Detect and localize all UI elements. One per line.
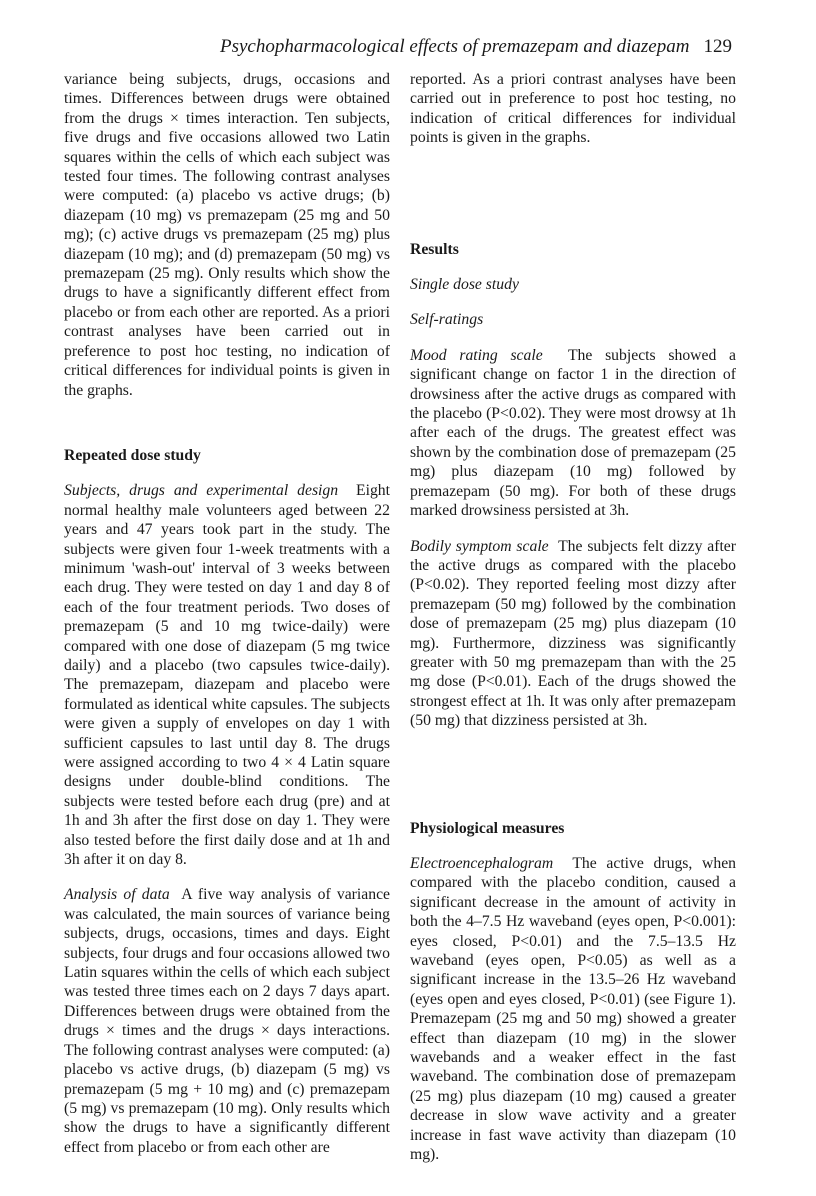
paragraph: variance being subjects, drugs, occasions and times. Differences between drugs were obtained from the drugs × times interaction. Ten subjects, five drugs and five occasions allowed two Latin squares within the cells of which each subject was tested four times. The following contrast analyses were computed: (a) placebo vs active drugs; (b) diazepam (10 mg) vs premazepam (25 mg and 50 mg); (c) active drugs vs premazepam (25 mg) plus diazepam (10 mg); and (d) premazepam (50 mg) vs premazepam (25 mg). Only results which show the drugs to have a significantly different effect from placebo or from each other are reported. As a priori contrast analyses have been carried out in preference to post hoc testing, no indication of critical differences for individual points is given in the graphs. [64,71,390,399]
right-column [410,70,736,1164]
paragraph [64,885,390,1157]
section-heading-physiological: Physiological measures [410,819,565,837]
page-number: 129 [703,36,732,57]
subsection-heading-single-dose: Single dose study [410,276,519,294]
paragraph: reported. As a priori contrast analyses have been carried out in preference to post hoc testing, no indication of critical differences for individual points is given in the graphs. [410,71,736,147]
running-header [220,36,732,58]
section-heading-repeated-dose: Repeated dose study [64,446,201,464]
paragraph [410,537,736,731]
paragraph-body: The active drugs, when compared with the placebo condition, caused a significant decrease in the amount of activity in both the 4–7.5 Hz waveband (eyes open, P<0.001): eyes closed, P<0.01) and the 7.5–13.5 Hz waveband (eyes open, P<0.05) as well as a significant increase in the 13.5–26 Hz waveband (eyes open and eyes closed, P<0.01) (see Figure 1). Premazepam (25 mg and 50 mg) showed a greater effect than diazepam (10 mg) in the slower wavebands and a weaker effect in the fast waveband. The combination dose of premazepam (25 mg) plus diazepam (10 mg) caused a greater decrease in slow wave activity and a greater increase in fast wave activity than diazepam (10 mg). [410,854,737,1164]
paragraph [410,346,736,521]
left-column [64,70,390,1157]
section-heading-results: Results [410,240,459,258]
paragraph-lead: Mood rating scale [410,346,543,364]
paragraph [410,854,736,1165]
paragraph-lead: Subjects, drugs and experimental design [64,482,339,500]
subsection-heading-self-ratings: Self-ratings [410,311,484,329]
paragraph-lead: Electroencephalogram [410,854,554,872]
running-title: Psychopharmacological effects of premazepam and diazepam [220,36,690,57]
paragraph-body: The subjects felt dizzy after the active drugs as compared with the placebo (P<0.02). They reported feeling most dizzy after premazepam (50 mg) followed by the combination dose of premazepam (25 mg) plus diazepam (10 mg). Furthermore, dizziness was significantly greater with 50 mg premazepam than with the 25 mg dose (P<0.01). Each of the drugs showed the strongest effect at 1h. It was only after premazepam (50 mg) that dizziness persisted at 3h. [410,537,736,730]
paragraph-body: Eight normal healthy male volunteers aged between 22 years and 47 years took part in the study. The subjects were given four 1-week treatments with a minimum 'wash-out' interval of 3 weeks between each drug. They were tested on day 1 and day 8 of each of the four treatment periods. Two doses of premazepam (5 and 10 mg twice-daily) were compared with one dose of diazepam (5 mg twice daily) and a placebo (two capsules twice-daily). The premazepam, diazepam and placebo were formulated as identical white capsules. The subjects were given a supply of envelopes on day 1 with sufficient capsules to last until day 8. The drugs were assigned according to two 4 × 4 Latin square designs under double-blind conditions. The subjects were tested before each drug (pre) and at 1h and 3h after the first dose on day 1. They were also tested before the first daily dose and at 1h and 3h after it on day 8. [64,482,390,869]
paragraph-body: A five way analysis of variance was calculated, the main sources of variance being subjects, drugs, occasions, times and days. Eight subjects, four drugs and four occasions allowed two Latin squares within the cells of which each subject was tested three times each on 2 days 7 days apart. Differences between drugs were obtained from the drugs × times and the drugs × days interactions. The following contrast analyses were computed: (a) placebo vs active drugs, (b) diazepam (5 mg) vs premazepam (5 mg + 10 mg) and (c) premazepam (5 mg) vs premazepam (10 mg). Only results which show the drugs to have a significantly different effect from placebo or from each other are [64,886,390,1156]
paragraph-lead: Analysis of data [64,886,170,904]
paragraph-lead: Bodily symptom scale [410,537,549,555]
paragraph-body: The subjects showed a significant change on factor 1 in the direction of drowsiness after the active drugs as compared with the placebo (P<0.02). They were most drowsy at 1h after each of the drugs. The greatest effect was shown by the combination dose of premazepam (25 mg) plus diazepam (10 mg) followed by premazepam (50 mg). For both of these drugs marked drowsiness persisted at 3h. [410,346,737,520]
paragraph [64,481,390,869]
